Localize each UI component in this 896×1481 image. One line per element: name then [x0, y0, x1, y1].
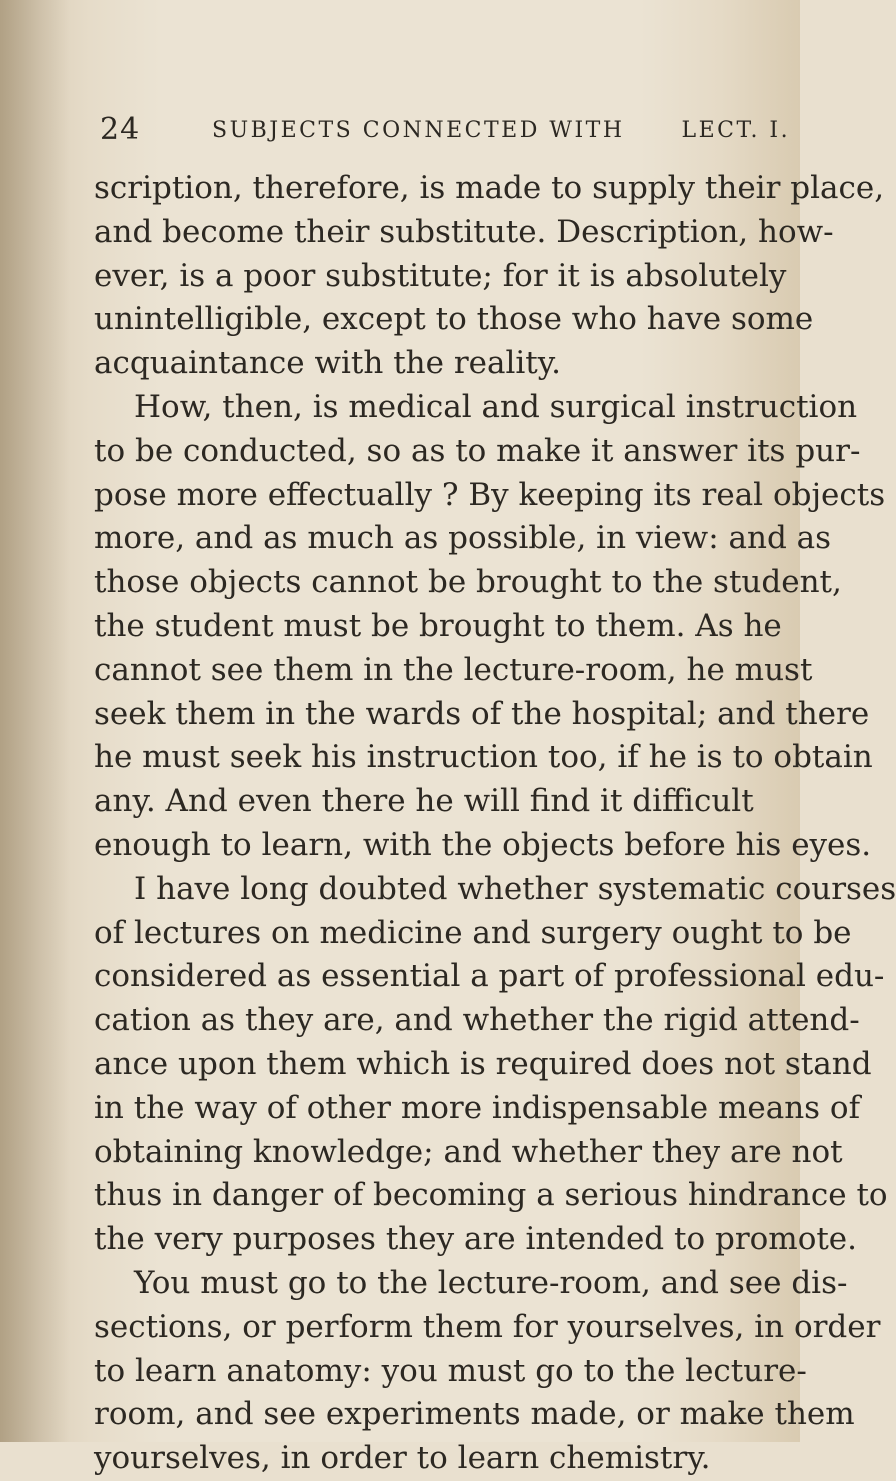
text-line: of lectures on medicine and surgery ought to be [94, 914, 852, 951]
text-line: pose more effectually ? By keeping its real objects [94, 476, 886, 513]
text-line: enough to learn, with the objects before his eyes. [94, 826, 872, 863]
text-line: and become their substitute. Description, how- [94, 213, 834, 250]
text-line: ance upon them which is required does not stand [94, 1045, 872, 1082]
text-line: room, and see experiments made, or make them [94, 1396, 855, 1433]
text-line: ever, is a poor substitute; for it is absolutely [94, 257, 787, 294]
page-header [100, 112, 791, 152]
text-line: he must seek his instruction too, if he is to obtain [94, 739, 873, 776]
text-line: scription, therefore, is made to supply their place, [94, 170, 885, 206]
text-line: the student must be brought to them. As he [94, 607, 782, 644]
running-title [212, 118, 790, 143]
section-label: LECT. I. [681, 118, 791, 143]
text-line: to learn anatomy: you must go to the lecture- [94, 1352, 807, 1389]
binding-shadow [0, 0, 70, 1442]
page-number: 24 [100, 112, 141, 147]
text-line: cation as they are, and whether the rigid attend- [94, 1002, 860, 1039]
text-line: more, and as much as possible, in view: and as [94, 520, 832, 557]
paragraph-start-line: You must go to the lecture-room, and see dis- [134, 1264, 848, 1301]
text-line: cannot see them in the lecture-room, he must [94, 651, 813, 688]
text-line: obtaining knowledge; and whether they are not [94, 1133, 843, 1170]
text-line: sections, or perform them for yourselves, in order [94, 1308, 881, 1345]
running-title-text: SUBJECTS CONNECTED WITH [212, 118, 625, 143]
text-line: any. And even there he will find it difficult [94, 783, 754, 820]
text-line: yourselves, in order to learn chemistry. [94, 1440, 711, 1477]
text-line: unintelligible, except to those who have some [94, 301, 814, 338]
text-line: seek them in the wards of the hospital; and there [94, 695, 870, 732]
text-line: those objects cannot be brought to the student, [94, 564, 842, 601]
running-title-gap [625, 118, 682, 143]
text-line: considered as essential a part of professional edu- [94, 958, 885, 995]
text-line: thus in danger of becoming a serious hindrance to [94, 1177, 888, 1214]
text-line: the very purposes they are intended to promote. [94, 1221, 858, 1258]
paragraph-start-line: I have long doubted whether systematic courses [134, 870, 896, 907]
text-line: acquaintance with the reality. [94, 345, 562, 382]
text-line: to be conducted, so as to make it answer its pur- [94, 432, 861, 469]
paragraph-start-line: How, then, is medical and surgical instruction [134, 388, 858, 425]
text-line: in the way of other more indispensable means of [94, 1089, 861, 1126]
body-text [94, 167, 896, 1481]
